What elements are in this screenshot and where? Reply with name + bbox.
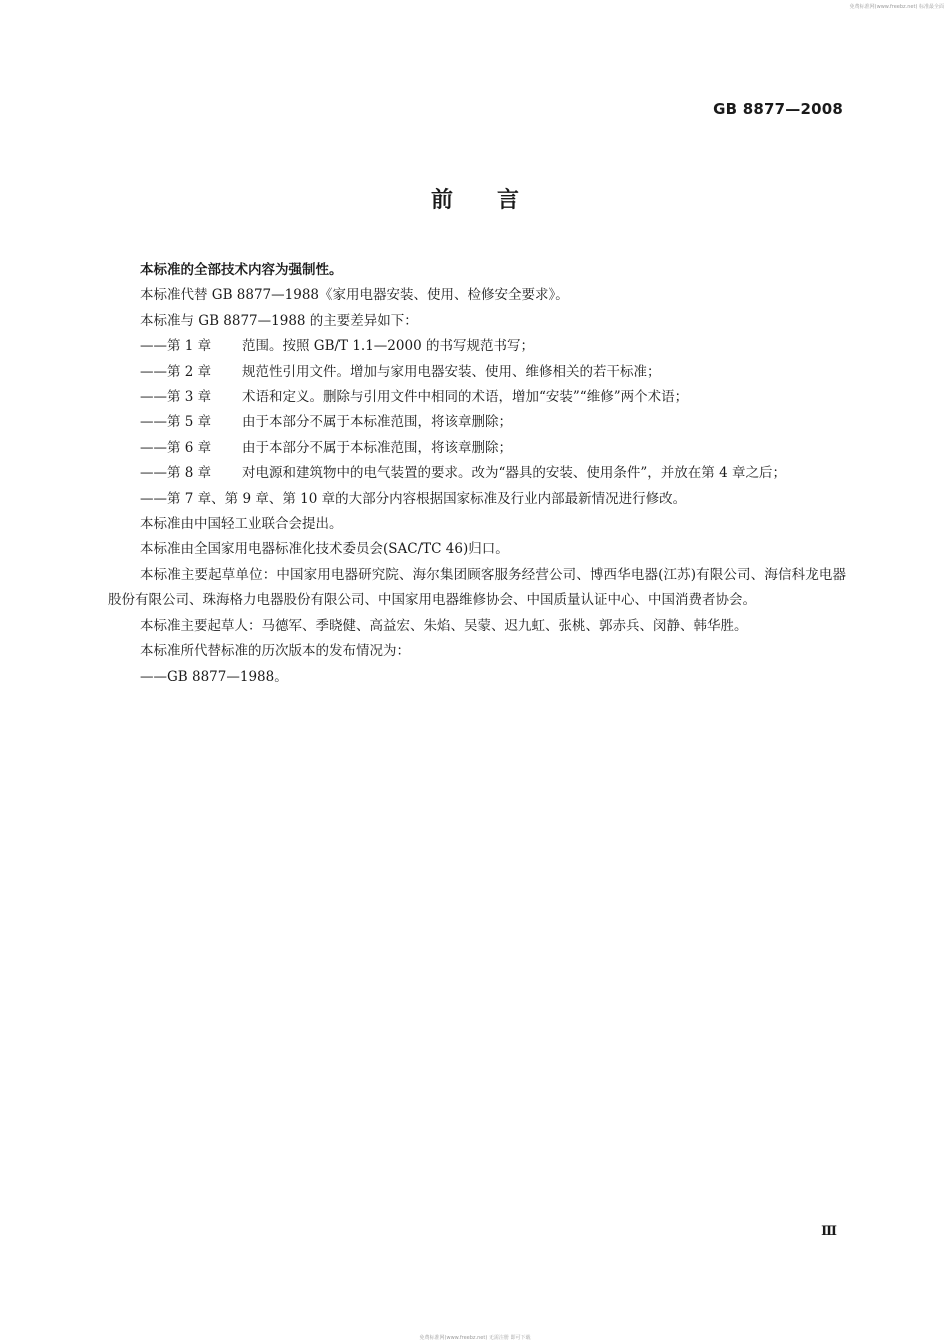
change-text: 规范性引用文件。增加与家用电器安装、使用、维修相关的若干标准； (242, 363, 661, 380)
standard-code: GB 8877—2008 (713, 100, 843, 118)
change-chapter: ——第 2 章 (140, 363, 212, 380)
change-item (108, 334, 846, 359)
change-item (108, 360, 846, 385)
replacement-statement: 本标准代替 GB 8877—1988《家用电器安装、使用、检修安全要求》。 (140, 287, 569, 304)
change-chapter: ——第 1 章 (140, 338, 212, 355)
drafters: 本标准主要起草人：马德军、季晓健、高益宏、朱焰、吴蒙、迟九虹、张桃、郭赤兵、闵静、韩华胜。 (140, 617, 748, 634)
page-number: Ⅲ (821, 1224, 837, 1239)
mandatory-statement: 本标准的全部技术内容为强制性。 (140, 262, 343, 278)
change-chapter: ——第 3 章 (140, 389, 212, 406)
change-chapter: ——第 8 章 (140, 465, 212, 482)
history-item: ——GB 8877—1988。 (140, 668, 288, 685)
history-intro: 本标准所代替标准的历次版本的发布情况为： (140, 643, 410, 660)
change-item (108, 385, 846, 410)
centralized-statement: 本标准由全国家用电器标准化技术委员会(SAC/TC 46)归口。 (140, 541, 509, 558)
page-title (0, 183, 950, 214)
page-title-char-1: 前 (430, 188, 453, 213)
change-text: 由于本部分不属于本标准范围，将该章删除； (242, 414, 512, 431)
change-text: 由于本部分不属于本标准范围，将该章删除； (242, 439, 512, 456)
page-title-char-2: 言 (497, 188, 520, 213)
change-text: 对电源和建筑物中的电气装置的要求。改为“器具的安装、使用条件”，并放在第 4 章之后； (242, 465, 786, 482)
change-text: 范围。按照 GB/T 1.1—2000 的书写规范书写； (242, 338, 534, 355)
proposer-statement: 本标准由中国轻工业联合会提出。 (140, 516, 343, 533)
watermark-bottom: 免费标准网(www.freebz.net) 无需注册 即可下载 (419, 1335, 531, 1341)
drafting-units: 本标准主要起草单位：中国家用电器研究院、海尔集团顾客服务经营公司、博西华电器(江苏)有限公司、海信科龙电器股份有限公司、珠海格力电器股份有限公司、中国家用电器维修协会、中国质量认证中心、中国消费者协会。 (108, 566, 846, 609)
differences-intro: 本标准与 GB 8877—1988 的主要差异如下： (140, 312, 418, 329)
watermark-top: 免费标准网(www.freebz.net) 标准最全面 (849, 4, 944, 10)
change-chapter: ——第 6 章 (140, 439, 212, 456)
change-chapter: ——第 5 章 (140, 414, 212, 431)
change-item (108, 410, 846, 435)
change-item (108, 436, 846, 461)
change-text: 术语和定义。删除与引用文件中相同的术语，增加“安装”“维修”两个术语； (242, 389, 689, 406)
change-item-last: ——第 7 章、第 9 章、第 10 章的大部分内容根据国家标准及行业内部最新情况进行修改。 (140, 490, 687, 507)
foreword-body (108, 258, 846, 690)
change-item (108, 461, 846, 486)
